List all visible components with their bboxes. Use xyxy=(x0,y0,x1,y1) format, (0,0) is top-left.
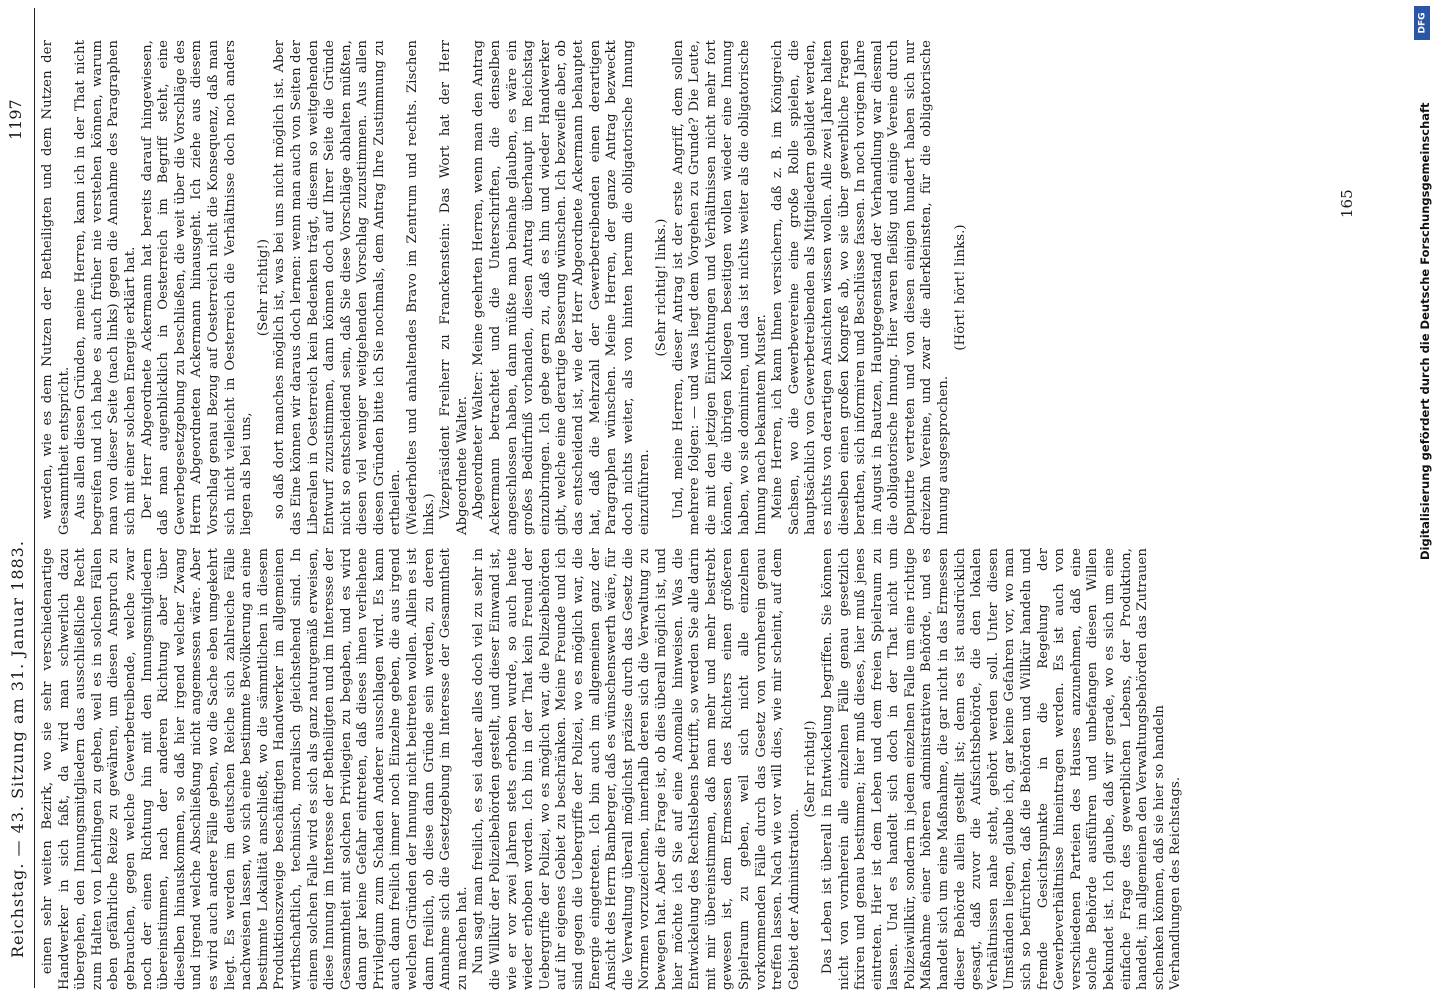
speech-paragraph: Abgeordneter Walter: Meine geehrten Herren, wenn man den Antrag Ackermann betrachtet und die Unterschriften, die denselben angeschlossen haben, dann müßte man beinahe glauben, es wäre ein großes Bedürfniß vorhanden, diesen Antrag überhaupt im Reichstag einzubringen. Ich gebe gern zu, daß es hin und wieder Handwerker gibt, welche eine derartige Besserung wünschen. Ich bezweifle aber, ob das entscheidend ist, wie der Herr Abgeordnete Ackermann behauptet hat, daß die Mehrzahl der Gewerbetreibenden einen derartigen Paragraphen wünschen. Meine Herren, der ganze Antrag bezweckt doch nichts weiter, als von hinten herum die obligatorische Innung einzuführen. xyxy=(471,40,653,535)
dfg-logo-text: DFG xyxy=(1417,12,1428,34)
paragraph: Der Herr Abgeordnete Ackermann hat bereits darauf hingewiesen, daß man augenblicklich in Oesterreich im Begriff steht, eine Gewerbegesetzgebung zu beschließen, die weit über die Vorschläge des Herrn Abgeordneten Ackermann hinausgeht. Ich ziehe aus diesem Vorschlag genau Bezug auf Oesterreich nicht die Konsequenz, daß man sich nicht vielleicht in Oesterreich die Verhältnisse doch noch anders liegen als bei uns, xyxy=(139,40,255,535)
left-column xyxy=(40,548,1184,990)
footer-note: Verhandlungen des Reichstags. xyxy=(1168,776,1184,990)
right-column xyxy=(40,40,1000,535)
header-rule xyxy=(34,8,35,988)
applause: (Sehr richtig! links.) xyxy=(653,218,669,357)
digitization-watermark: Digitalisierung gefördert durch die Deutsche Forschungsgemeinschaft xyxy=(1418,102,1432,560)
paragraph: werden, wie es dem Nutzen der Betheiligten und dem Nutzen der Gesammtheit entspricht. xyxy=(40,40,72,535)
page-header: Reichstag. — 43. Sitzung am 31. Januar 1883. xyxy=(8,540,27,958)
paragraph: einen sehr weiten Bezirk, wo sie sehr verschiedenartige Handwerker in sich faßt, da wird man schwerlich dazu übergehen, den Innungsmitgliedern das ausschließliche Recht zum Halten von Lehrlingen zu geben, weil es in solchen Fällen eben gefährliche Reize zu gewähren, um diesen Anspruch zu gebrauchen, gegen welche Gewerbetreibende, welche zwar noch der einen Richtung hin mit den Innungsmitgliedern übereinstimmen, nach der anderen Richtung aber über dieselben hinauskommen, so daß hier irgend welcher Zwang und irgend welche Abschließung nicht angemessen wäre. Aber es wird auch andere Fälle geben, wo die Sache eben umgekehrt liegt. Es werden im deutschen Reiche sich zahlreiche Fälle nachweisen lassen, wo sich eine bestimmte Bevölkerung an eine bestimmte Lokalität anschließt, wo die sämmtlichen in diesem Produktionszweige beschäftigten Handwerker im allgemeinen wirthschaftlich, technisch, moralisch gleichstehend sind. In einem solchen Falle wird es sich als ganz naturgemäß erweisen, diese Innung im Interesse der Betheiligten und im Interesse der Gesammtheit mit solchen Privilegien zu begaben, und es wird dann gar keine Gefahr eintreten, daß dieses ihnen verliehene Privilegium zum Schaden Anderer ausschlagen wird. Es kann auch dann freilich immer noch Einzelne geben, die aus irgend welchen Gründen der Innung nicht beitreten wollen. Allein es ist dann freilich, ob diese dann Gründe sein werden, zu deren Annahme sich die Gesetzgebung im Interesse der Gesammtheit zu machen hat. xyxy=(40,548,470,990)
speech-paragraph: Und, meine Herren, dieser Antrag ist der erste Angriff, dem sollen mehrere folgen: — und was liegt dem Vorgehen zu Grunde? Die Leute, die mit den jetzigen Einrichtungen und Verhältnissen nicht mehr fort können, die übrigen Kollegen beseitigen wollen wieder eine Innung haben, wo sie dominiren, und das ist nichts weiter als die obligatorische Innung nach bekanntem Muster. xyxy=(670,40,769,535)
applause: (Wiederholtes und anhaltendes Bravo im Zentrum und rechts. Zischen links.) xyxy=(405,40,437,535)
paragraph: Das Leben ist überall in Entwickelung begriffen. Sie können nicht von vornherein alle einzelnen Fälle genau gesetzlich fixiren und genau bestimmen; hier muß dieses, hier muß jenes eintreten. Hier ist dem Leben und dem freien Spielraum zu lassen. Und es handelt sich doch in der That nicht um Polizeiwillkür, sondern in jedem einzelnen Falle um eine richtige Maßnahme einer höheren administrativen Behörde, und es handelt sich um eine Maßnahme, die gar nicht in das Ermessen dieser Behörde allein gestellt ist; denn es ist ausdrücklich gesagt, daß zuvor die Aufsichtsbehörde, die den lokalen Verhältnissen nahe steht, gehört werden soll. Unter diesen Umständen liegen, glaube ich, gar keine Gefahren vor, wo man sich so befürchten, daß die Behörden und Willkür handeln und fremde Gesichtspunkte in die Regelung der Gewerbeverhältnisse hineintragen werden. Es ist auch von verschiedenen Parteien des Hauses anzunehmen, daß eine solche Behörde ausführen und unbefangen diesen Willen bekundet ist. Ich glaube, daß wir gerade, wo es sich um eine einfache Frage des gewerblichen Lebens, der Produktion, handelt, im allgemeinen den Verwaltungsbehörden das Zutrauen schenken können, daß sie hier so handeln xyxy=(819,548,1167,990)
dfg-logo xyxy=(1414,6,1430,40)
paragraph: Aus allen diesen Gründen, meine Herren, kann ich in der That nicht begreifen und ich habe es auch früher nie verstehen können, warum man von dieser Seite (nach links) gegen die Annahme des Paragraphen sich mit einer solchen Energie erklärt hat. xyxy=(73,40,138,535)
applause: (Hört! hört! links.) xyxy=(952,224,968,351)
paragraph: Nun sagt man freilich, es sei daher alles doch viel zu sehr in die Willkür der Polizeibehörden gestellt, und dieser Einwand ist, wie er vor zwei Jahren stets erhoben wurde, so auch heute wieder erhoben worden. Ich bin in der That kein Freund der Uebergriffe der Polizei, wo es möglich war, die Polizeibehörden auf ihr eigenes Gebiet zu beschränken. Meine Freunde und ich sind gegen die Uebergriffe der Polizei, wo es möglich war, die Energie eingetreten. Ich bin auch im allgemeinen ganz der Ansicht des Herrn Bamberger, daß es wünschenswerth wäre, für die Verwaltung überall möglichst präzise durch das Gesetz die Normen vorzuzeichnen, innerhalb deren sich die Verwaltung zu bewegen hat. Aber die Frage ist, ob dies überall möglich ist, und hier möchte ich Sie auf eine Anomalie hinweisen. Was die Entwickelung des Rechtslebens betrifft, so werden Sie alle darin mit mir übereinstimmen, daß man mehr und mehr bestrebt gewesen ist, dem Ermessen des Richters einen größeren Spielraum zu geben, weil sich nicht alle einzelnen vorkommenden Fälle durch das Gesetz von vornherein genau treffen lassen. Nach wie vor will dies, wie mir scheint, auf dem Gebiet der Administration. xyxy=(471,548,802,990)
applause: (Sehr richtig!) xyxy=(255,238,271,337)
speech-paragraph: Meine Herren, ich kann Ihnen versichern, daß z. B. im Königreich Sachsen, wo die Gewerbevereine eine große Rolle spielen, die hauptsächlich von Gewerbetreibenden als Mitgliedern gebildet werden, es nichts von derartigen Ansichten wissen wollen. Alle zwei Jahre halten dieselben einen großen Kongreß ab, wo sie über gewerbliche Fragen berathen, sich informiren und Beschlüsse fassen. In noch vorigem Jahre im August in Bautzen, Hauptgegenstand der Verhandlung war diesmal die obligatorische Innung. Hier waren fleißig und einige Vereine durch Deputirte vertreten und von diesen einigen hundert haben sich nur dreizehn Vereine, und zwar die allerkleinsten, für die obligatorische Innung ausgesprochen. xyxy=(770,40,952,535)
sheet-number: 165 xyxy=(1338,189,1356,218)
vice-president-intro: Vizepräsident Freiherr zu Franckenstein: Das Wort hat der Herr Abgeordnete Walter. xyxy=(438,40,470,535)
page-number: 1197 xyxy=(6,99,25,140)
paragraph: so daß dort manches möglich ist, was bei uns nicht möglich ist. Aber das Eine können wir daraus doch lernen: wenn man auch von Seiten der Liberalen in Oesterreich kein Bedenken trägt, diesem so weitgehenden Entwurf zuzustimmen, dann können doch auf Ihrer Seite die Gründe nicht so entscheidend sein, daß Sie diese Vorschläge abhalten müßten, diesen viel weniger weitgehenden Vorschlag zuzustimmen. Aus allen diesen Gründen bitte ich Sie nochmals, dem Antrag Ihre Zustimmung zu ertheilen. xyxy=(272,40,404,535)
applause: (Sehr richtig!) xyxy=(803,720,819,818)
